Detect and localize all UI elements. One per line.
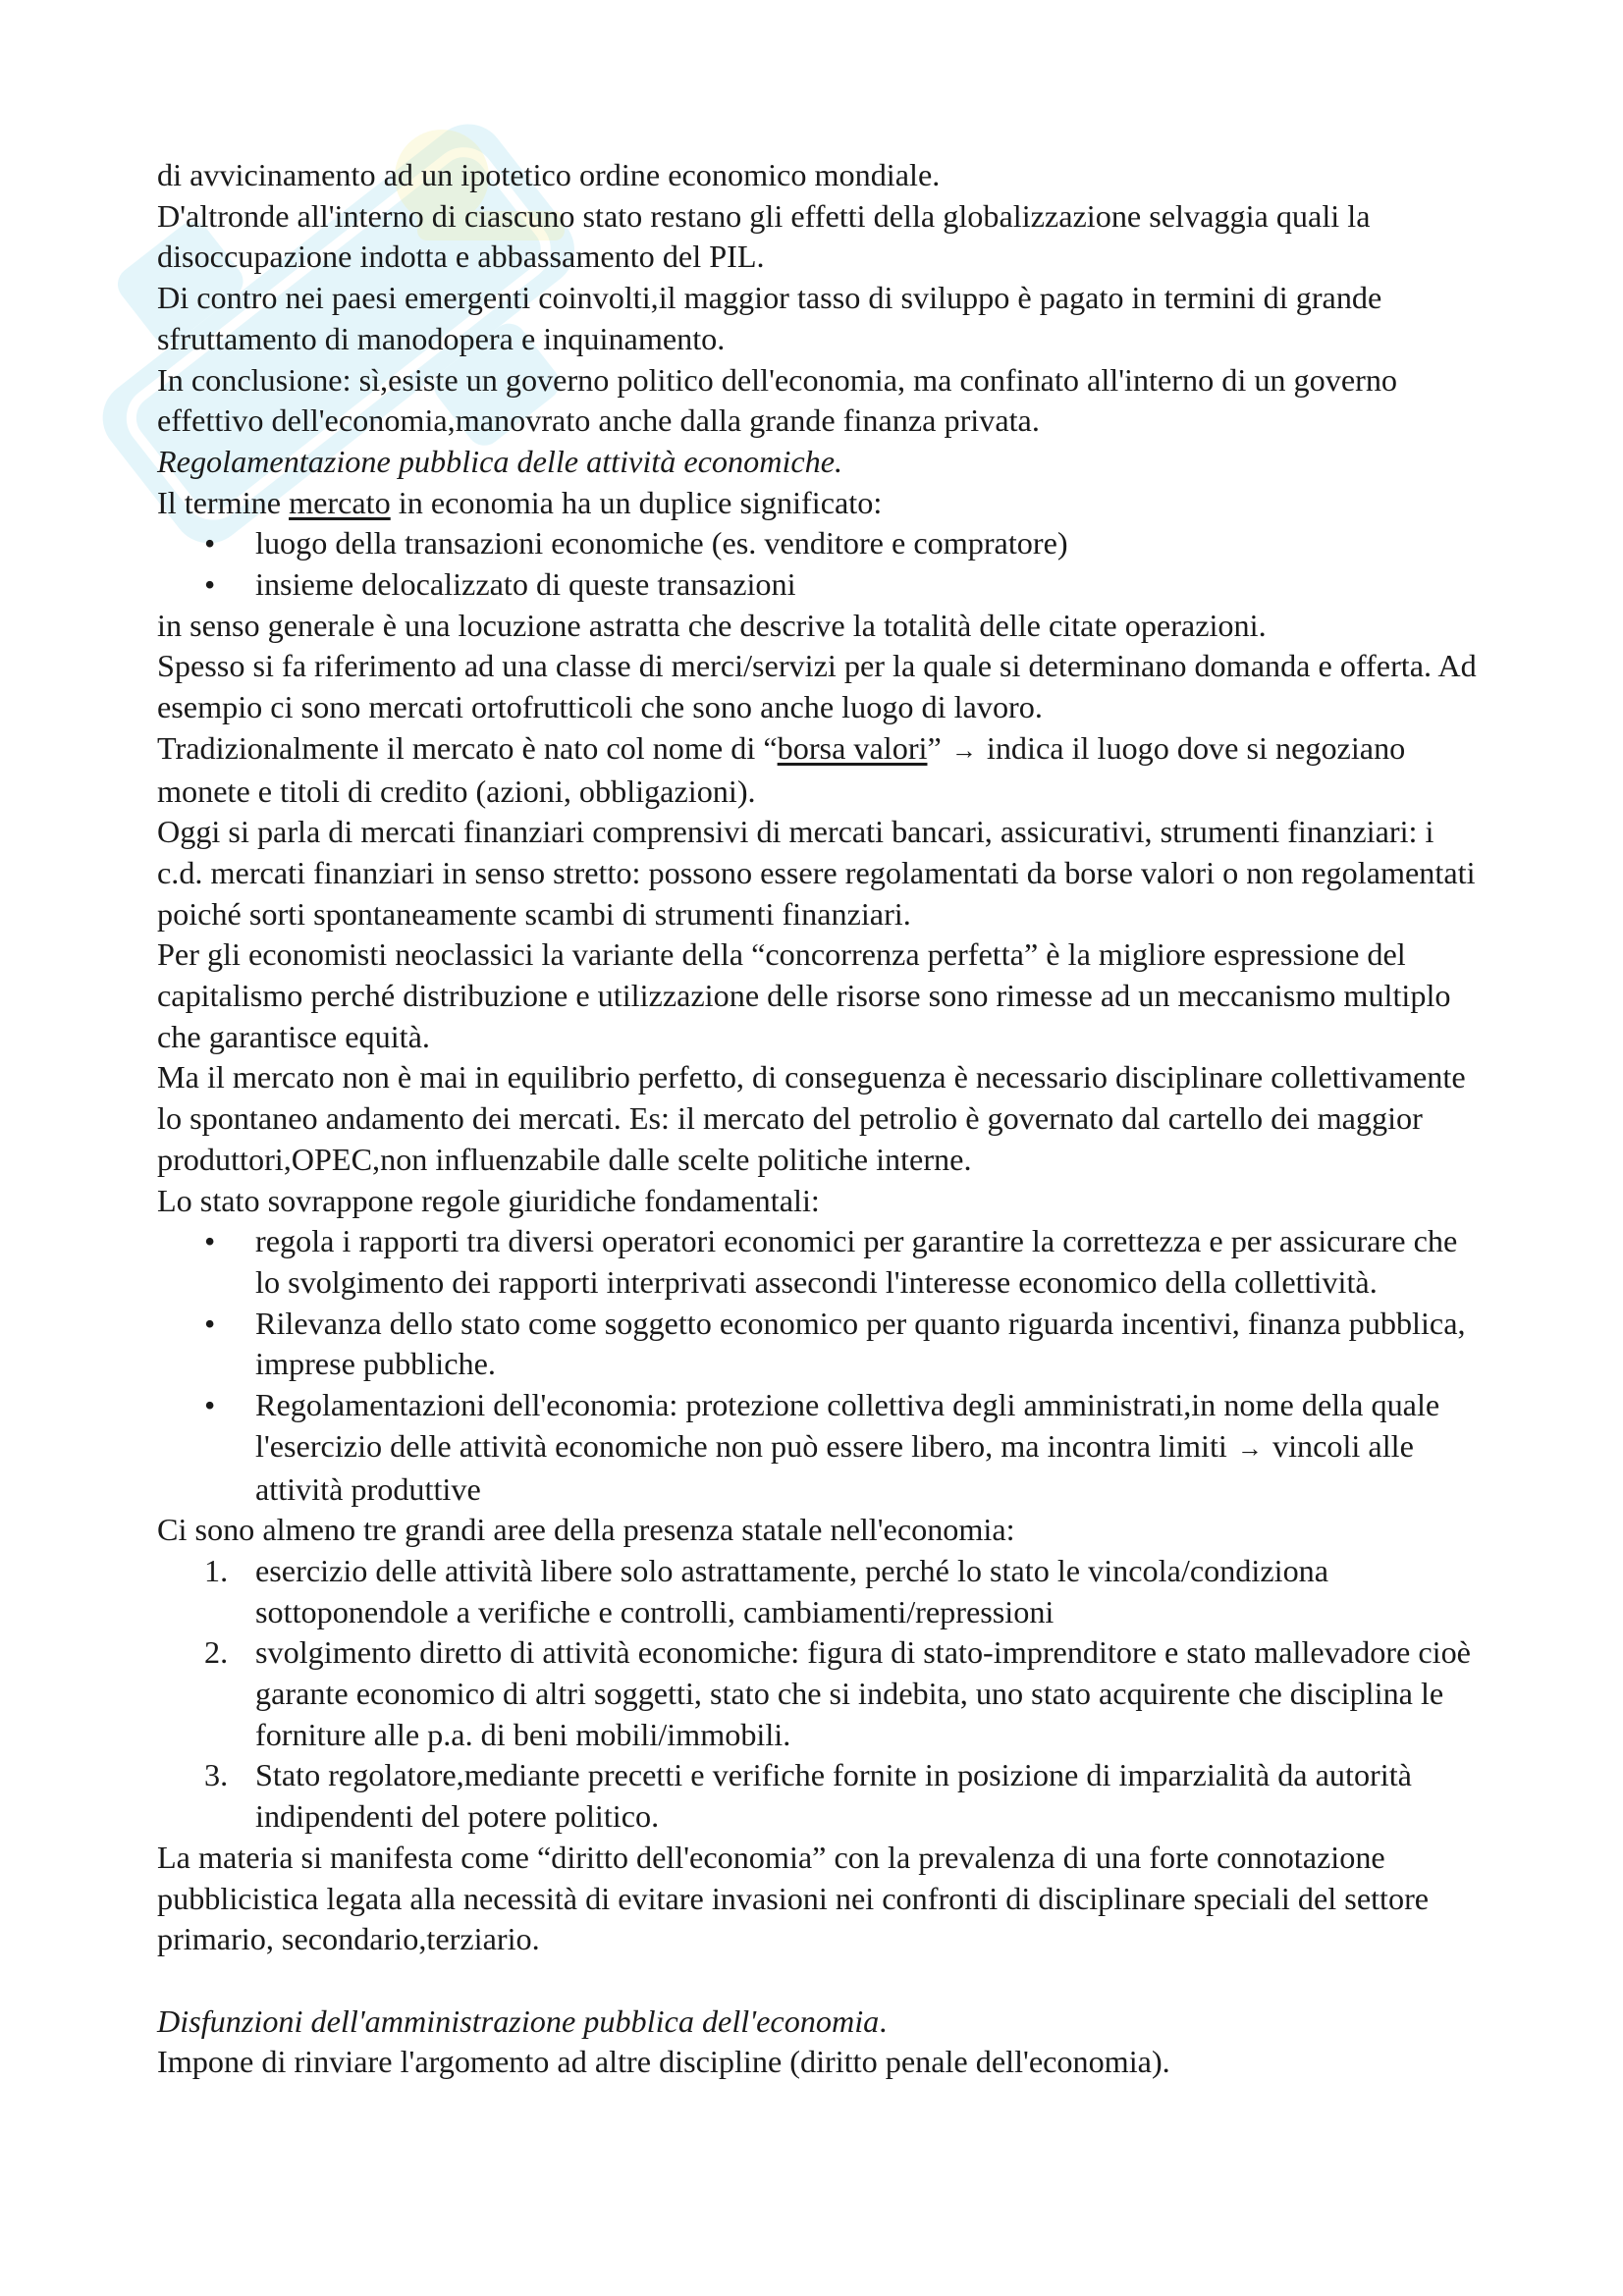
underlined-term: borsa valori (777, 729, 928, 766)
bullet-icon: • (204, 1387, 216, 1423)
heading-text: Disfunzioni dell'amministrazione pubblica dell'economia (157, 2002, 880, 2039)
paragraph: Ci sono almeno tre grandi aree della presenza statale nell'economia: (157, 1512, 1015, 1548)
underlined-term: mercato (289, 484, 391, 520)
paragraph: In conclusione: sì,esiste un governo politico dell'economia, ma confinato all'interno di un governo effettivo dell'economia,manovrato anche dalla grande finanza privata. (157, 361, 1398, 439)
list-item (157, 564, 1483, 606)
text-run: Il termine (157, 484, 290, 520)
paragraph: Di contro nei paesi emergenti coinvolti,il maggior tasso di sviluppo è pagato in termini di grande sfruttamento di manodopera e inquinamento. (157, 280, 1382, 356)
arrow-right-icon: → (950, 735, 977, 765)
bullet-icon: • (204, 525, 216, 561)
paragraph: in senso generale è una locuzione astratta che descrive la totalità delle citate operazioni. (157, 607, 1267, 643)
bullet-icon: • (204, 1223, 216, 1259)
heading-period: . (879, 2002, 888, 2039)
numbered-list (157, 1551, 1483, 1838)
list-item (157, 1755, 1483, 1837)
section-heading: Regolamentazione pubblica delle attività economiche. (157, 443, 843, 479)
list-item (157, 1385, 1483, 1510)
paragraph: D'altronde all'interno di ciascuno stato restano gli effetti della globalizzazione selvaggia quali la disoccupazione indotta e abbassamento del PIL. (157, 197, 1371, 275)
blank-line (157, 1960, 1483, 2002)
paragraph: Per gli economisti neoclassici la variante della “concorrenza perfetta” è la migliore espressione del capitalismo perché distribuzione e utilizzazione delle risorse sono rimesse ad un meccanismo multiplo che garantisce equità. (157, 936, 1451, 1054)
list-item-text: insieme delocalizzato di queste transazioni (255, 566, 796, 603)
paragraph: di avvicinamento ad un ipotetico ordine economico mondiale. (157, 157, 941, 192)
list-item-text: regola i rapporti tra diversi operatori economici per garantire la correttezza e per assicurare che lo svolgimento dei rapporti interprivati assecondi l'interesse economico della collettività. (255, 1223, 1458, 1300)
arrow-right-icon: → (1236, 1433, 1263, 1463)
bullet-icon: • (204, 566, 216, 603)
paragraph: Spesso si fa riferimento ad una classe di merci/servizi per la quale si determinano domanda e offerta. Ad esempio ci sono mercati ortofrutticoli che sono anche luogo di lavoro. (157, 648, 1477, 725)
list-number: 3. (204, 1757, 229, 1793)
text-run: Tradizionalmente il mercato è nato col nome di “ (157, 729, 778, 766)
list-item-text: luogo della transazioni economiche (es. venditore e compratore) (255, 525, 1068, 561)
list-number: 2. (204, 1634, 229, 1671)
list-item (157, 523, 1483, 564)
list-item (157, 1221, 1483, 1303)
list-item (157, 1551, 1483, 1632)
paragraph: Lo stato sovrappone regole giuridiche fondamentali: (157, 1182, 820, 1218)
text-run: indica il luogo dove si negoziano monete e titoli di credito (azioni, obbligazioni). (157, 729, 1406, 809)
paragraph: La materia si manifesta come “diritto dell'economia” con la prevalenza di una forte connotazione pubblicistica legata alla necessità di evitare invasioni nei confronti di disciplinare speciali del settore primario, secondario,terziario. (157, 1839, 1430, 1957)
paragraph (157, 728, 1483, 812)
paragraph (157, 483, 1483, 524)
bullet-list (157, 1221, 1483, 1510)
section-heading (157, 2002, 1483, 2043)
text-run: in economia ha un duplice significato: (390, 484, 883, 520)
list-item-text: esercizio delle attività libere solo astrattamente, perché lo stato le vincola/condiziona sottoponendole a verifiche e controlli, cambiamenti/repressioni (255, 1552, 1329, 1629)
document-body (157, 155, 1483, 2083)
list-item-text: svolgimento diretto di attività economiche: figura di stato-imprenditore e stato mallevadore cioè garante economico di altri soggetti, stato che si indebita, uno stato acquirente che disciplina le forniture alle p.a. di beni mobili/immobili. (255, 1634, 1471, 1752)
list-number: 1. (204, 1552, 229, 1588)
list-item-text: Regolamentazioni dell'economia: protezione collettiva degli amministrati,in nome della quale l'esercizio delle attività economiche non può essere libero, ma incontra limiti (255, 1387, 1440, 1464)
list-item-text: Stato regolatore,mediante precetti e verifiche fornite in posizione di imparzialità da autorità indipendenti del potere politico. (255, 1757, 1412, 1835)
paragraph: Impone di rinviare l'argomento ad altre discipline (diritto penale dell'economia). (157, 2044, 1170, 2080)
list-item-text: Rilevanza dello stato come soggetto economico per quanto riguarda incentivi, finanza pubblica, imprese pubbliche. (255, 1305, 1466, 1382)
bullet-icon: • (204, 1305, 216, 1341)
list-item (157, 1632, 1483, 1755)
text-run: ” (927, 729, 949, 766)
paragraph: Oggi si parla di mercati finanziari comprensivi di mercati bancari, assicurativi, strumenti finanziari: i c.d. mercati finanziari in senso stretto: possono essere regolamentati da borse valori o non regolamentati poiché sorti spontaneamente scambi di strumenti finanziari. (157, 814, 1476, 932)
list-item-text: vincoli alle attività produttive (255, 1427, 1414, 1507)
list-item (157, 1304, 1483, 1385)
paragraph: Ma il mercato non è mai in equilibrio perfetto, di conseguenza è necessario disciplinare collettivamente lo spontaneo andamento dei mercati. Es: il mercato del petrolio è governato dal cartello dei maggior produttori,OPEC,non influenzabile dalle scelte politiche interne. (157, 1059, 1466, 1177)
bullet-list (157, 523, 1483, 605)
